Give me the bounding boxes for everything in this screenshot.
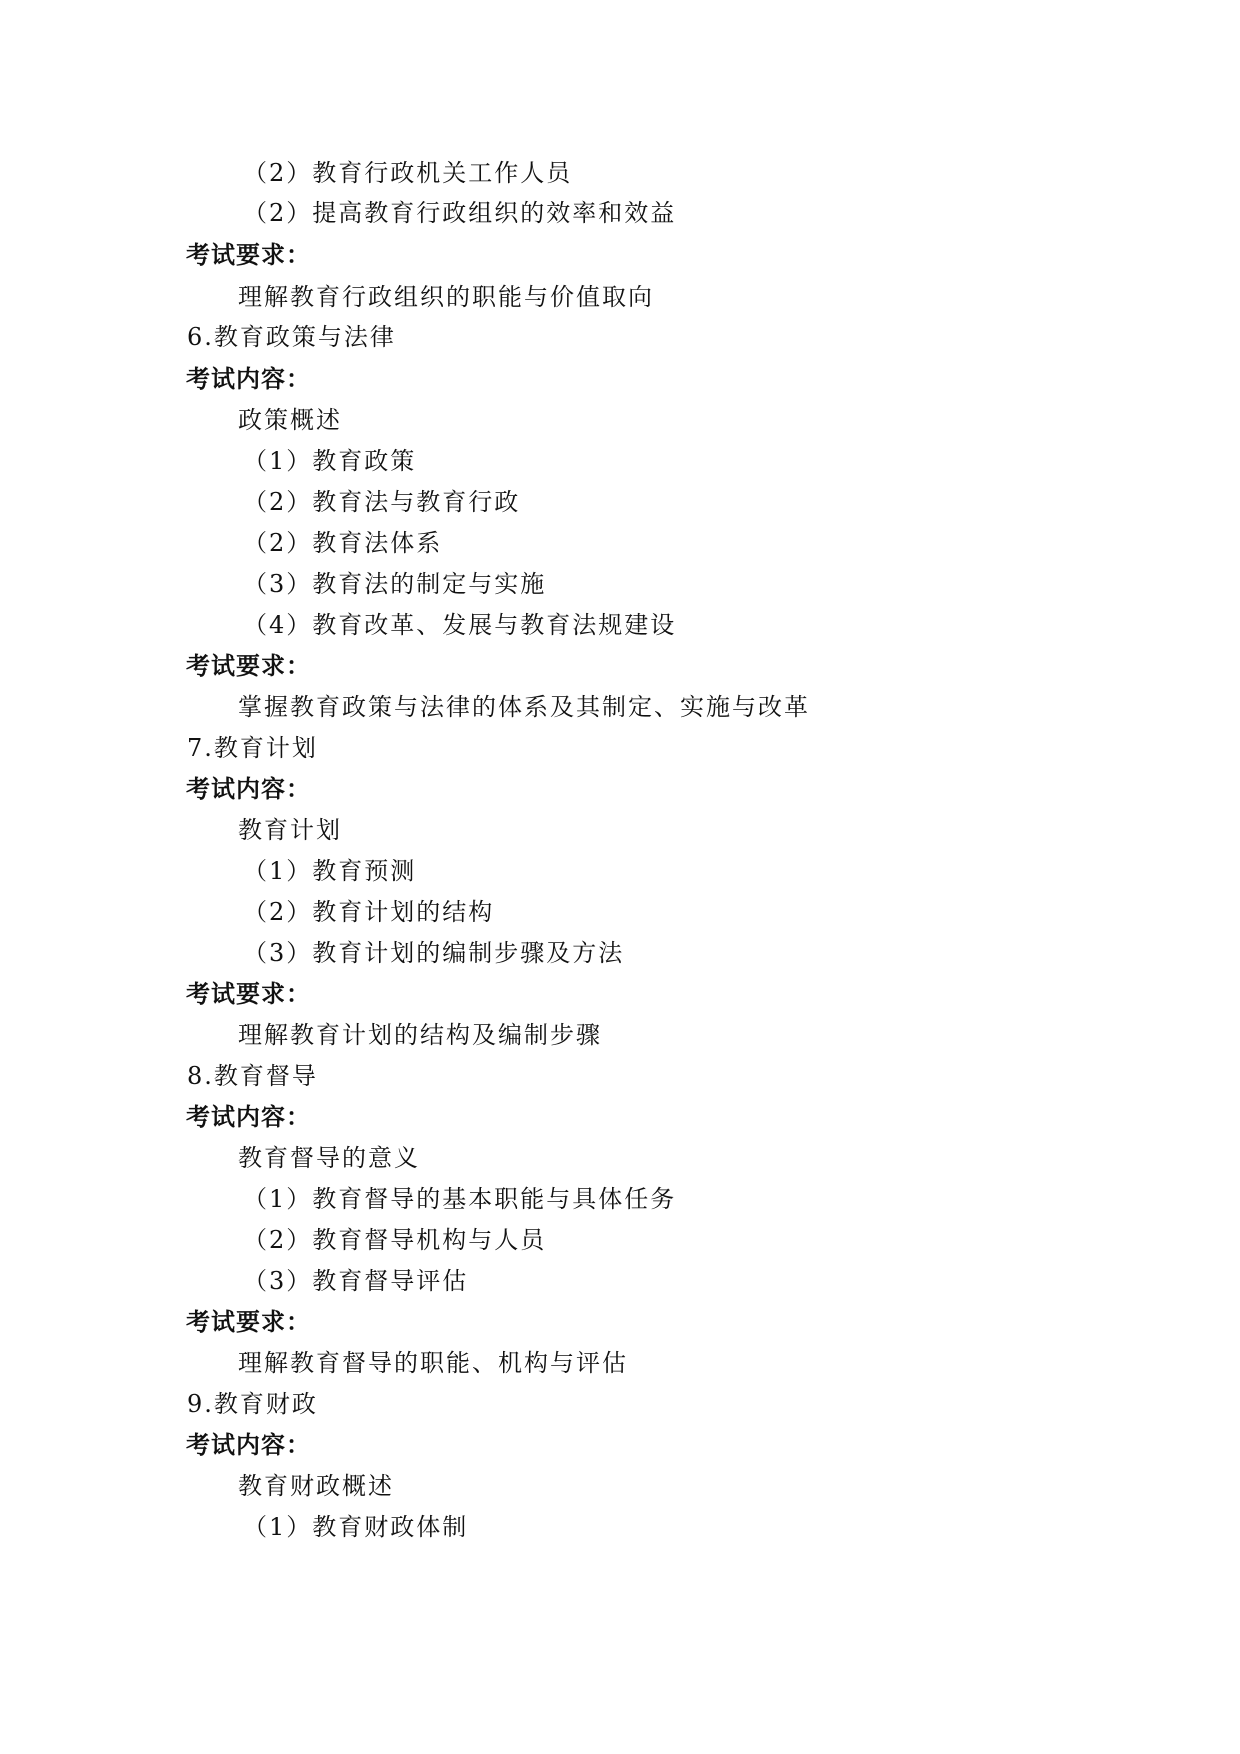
list-item: （3）教育督导评估 — [243, 1267, 469, 1295]
requirement-text: 理解教育行政组织的职能与价值取向 — [238, 283, 654, 311]
list-item: （1）教育财政体制 — [243, 1513, 469, 1541]
list-item: （1）教育督导的基本职能与具体任务 — [243, 1185, 677, 1213]
list-item: （2）教育督导机构与人员 — [243, 1226, 547, 1254]
requirement-text: 理解教育督导的职能、机构与评估 — [238, 1349, 628, 1377]
list-item: （2）提高教育行政组织的效率和效益 — [243, 199, 677, 227]
section-label: 考试内容： — [186, 1103, 311, 1131]
topic-heading: 9.教育财政 — [187, 1390, 318, 1418]
list-item: （2）教育法体系 — [243, 529, 443, 557]
content-heading: 政策概述 — [238, 406, 342, 434]
section-label: 考试要求： — [186, 980, 311, 1008]
section-label: 考试要求： — [186, 241, 311, 269]
list-item: （3）教育计划的编制步骤及方法 — [243, 939, 625, 967]
list-item: （3）教育法的制定与实施 — [243, 570, 547, 598]
content-heading: 教育计划 — [238, 816, 342, 844]
list-item: （1）教育预测 — [243, 857, 417, 885]
section-label: 考试内容： — [186, 365, 311, 393]
requirement-text: 理解教育计划的结构及编制步骤 — [238, 1021, 602, 1049]
list-item: （2）教育法与教育行政 — [243, 488, 521, 516]
section-label: 考试内容： — [186, 1431, 311, 1459]
content-heading: 教育督导的意义 — [238, 1144, 420, 1172]
section-label: 考试内容： — [186, 775, 311, 803]
topic-heading: 7.教育计划 — [187, 734, 318, 762]
topic-heading: 6.教育政策与法律 — [187, 323, 396, 351]
content-heading: 教育财政概述 — [238, 1472, 394, 1500]
section-label: 考试要求： — [186, 652, 311, 680]
list-item: （2）教育行政机关工作人员 — [243, 159, 573, 187]
list-item: （4）教育改革、发展与教育法规建设 — [243, 611, 677, 639]
topic-heading: 8.教育督导 — [187, 1062, 318, 1090]
list-item: （2）教育计划的结构 — [243, 898, 495, 926]
list-item: （1）教育政策 — [243, 447, 417, 475]
section-label: 考试要求： — [186, 1308, 311, 1336]
requirement-text: 掌握教育政策与法律的体系及其制定、实施与改革 — [238, 693, 810, 721]
